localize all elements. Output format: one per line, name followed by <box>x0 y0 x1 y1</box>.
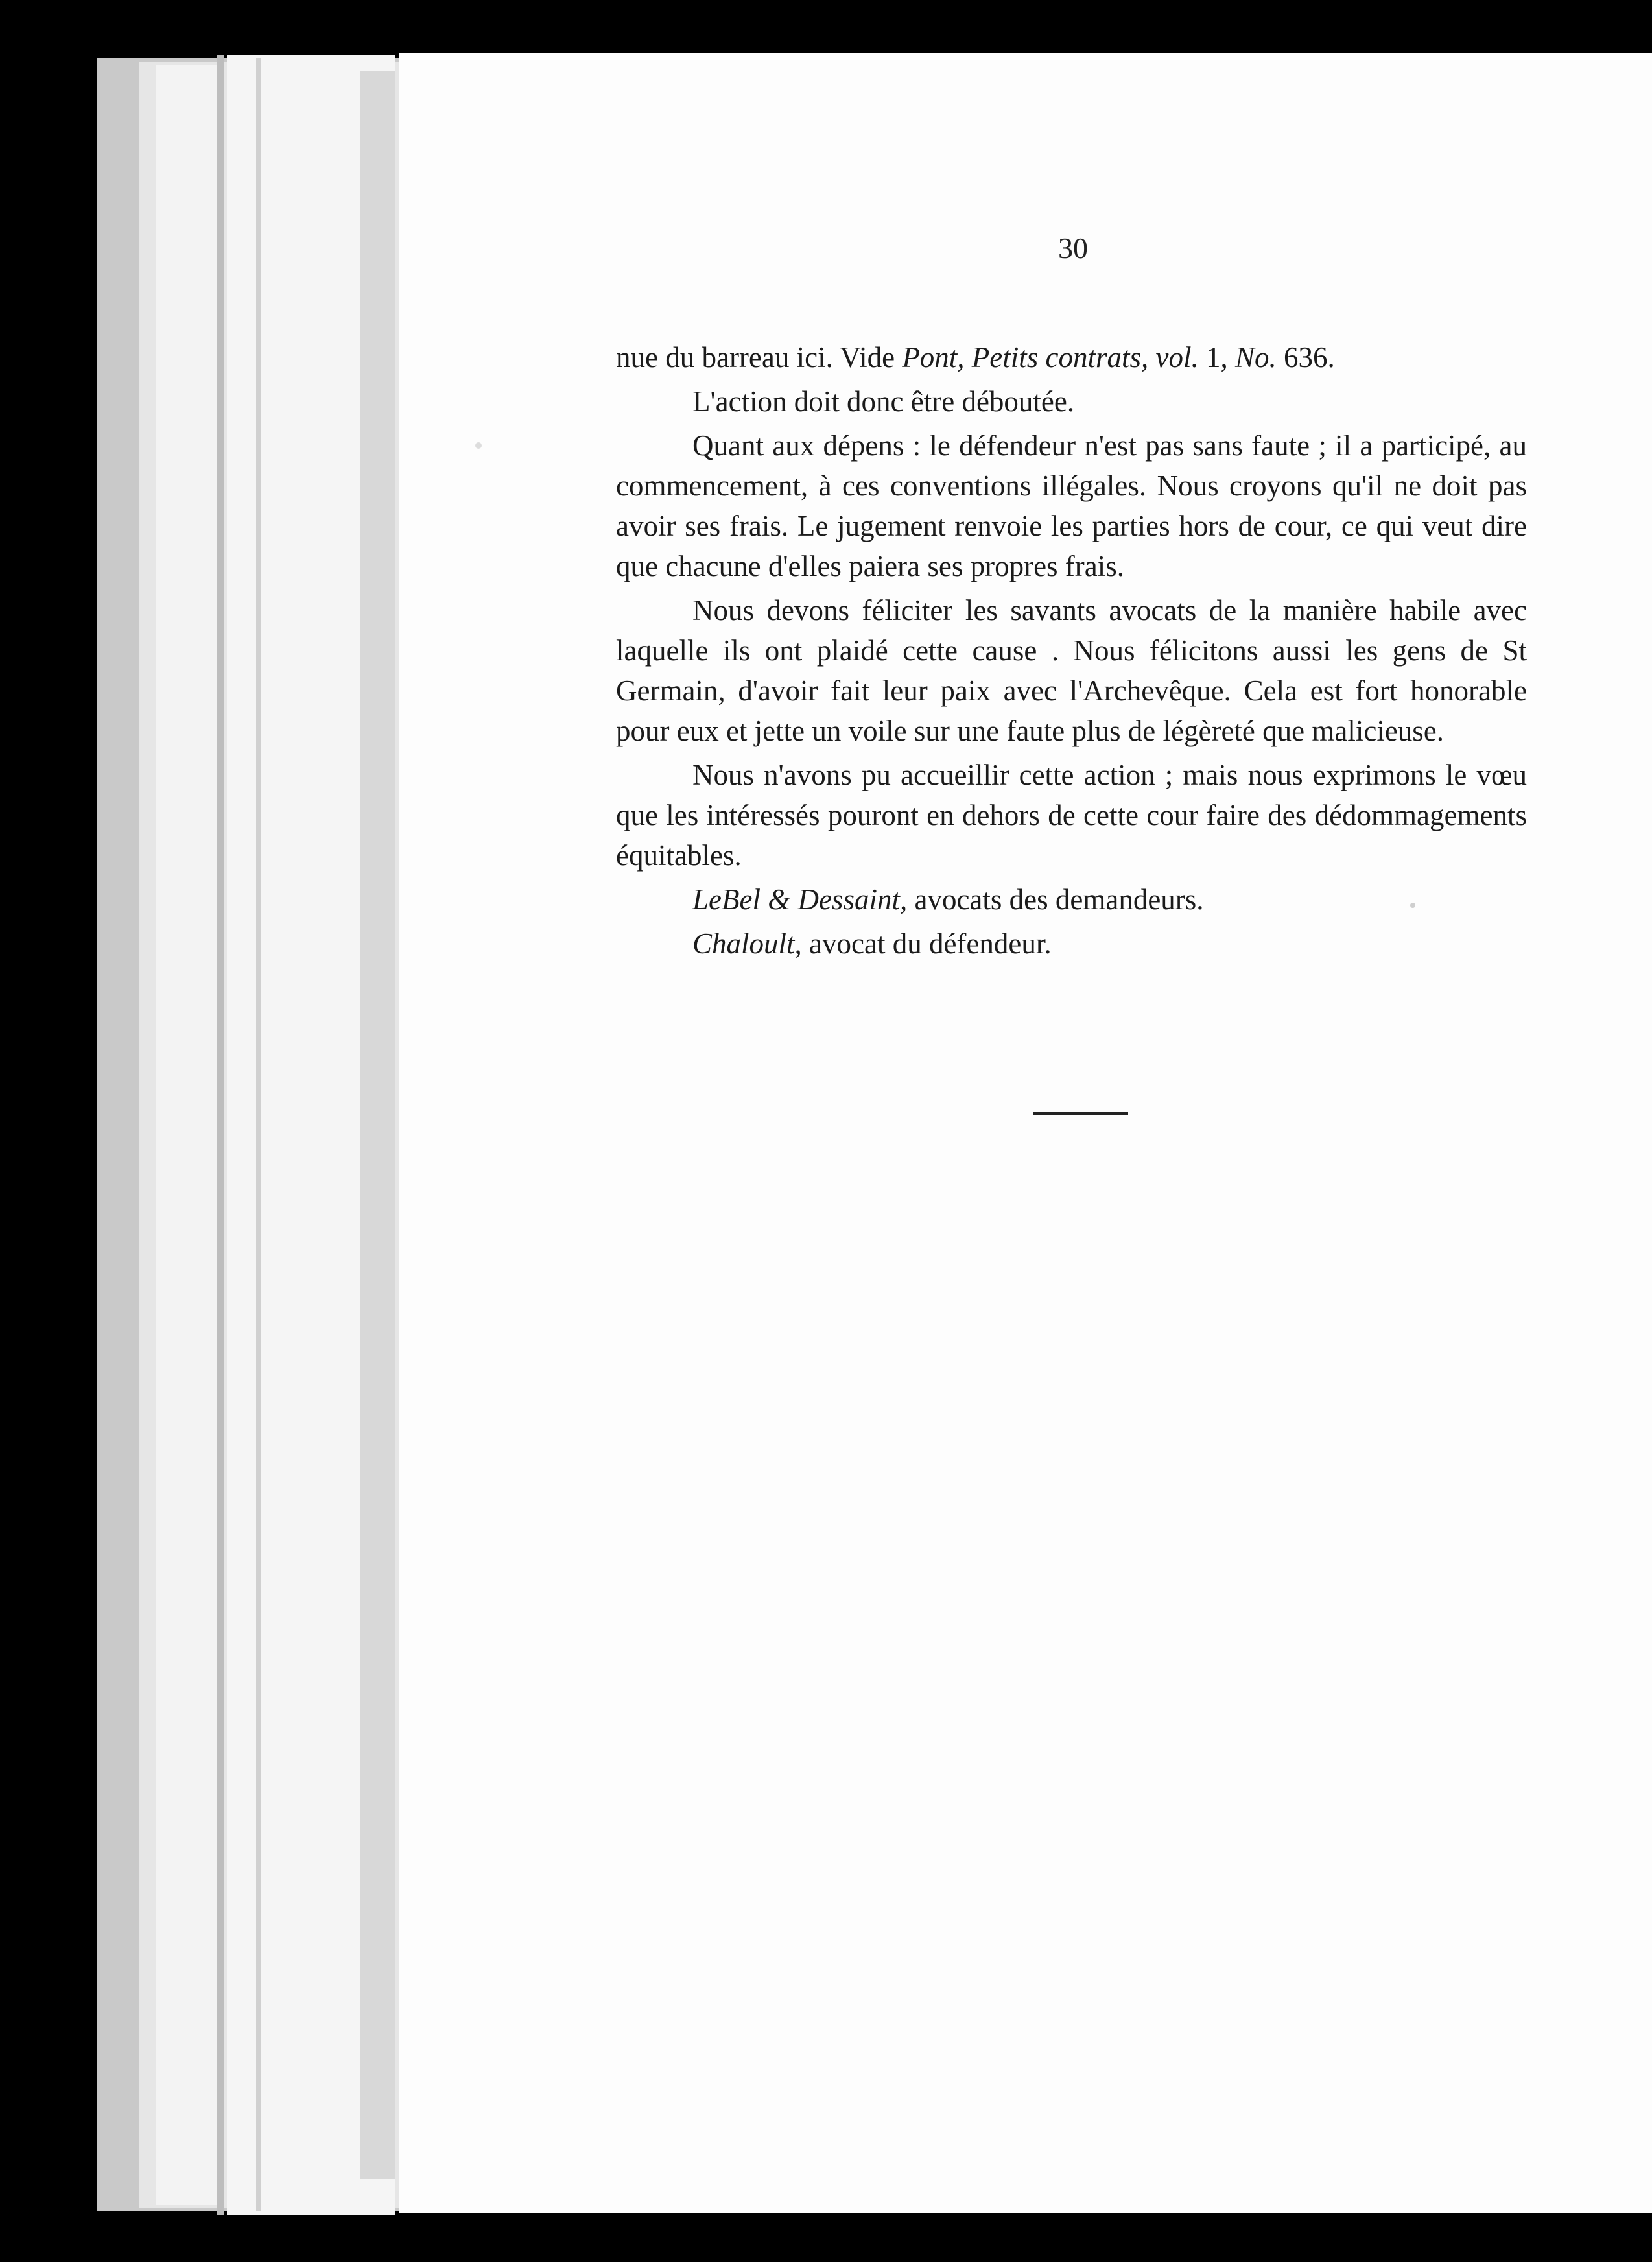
text-run: Nous n'avons pu accueillir cette action ; mais nous exprimons le vœu que les intéressés pouront en dehors de cette cour faire des dédommagements équitables. <box>616 759 1527 872</box>
italic-text: LeBel & Dessaint, <box>692 883 908 916</box>
text-run: Nous devons féliciter les savants avocats de la manière habile avec laquelle ils ont plaidé cette cause . Nous félicitons aussi les gens de St Germain, d'avoir fait leur paix avec l'Archevêque. Cela est fort honorable pour eux et jette un voile sur une faute plus de légèreté que malicieuse. <box>616 594 1527 747</box>
text-run: 636. <box>1276 341 1335 374</box>
text-run: avocat du défendeur. <box>801 927 1052 960</box>
paragraph <box>616 923 1527 964</box>
page-edge-stack <box>156 65 220 2205</box>
body-text <box>616 337 1527 964</box>
paragraph <box>616 337 1527 377</box>
text-run: avocats des demandeurs. <box>907 883 1204 916</box>
text-run: nue du barreau ici. Vide <box>616 341 903 374</box>
paragraph <box>616 590 1527 751</box>
paragraph <box>616 879 1527 920</box>
end-rule <box>1033 1112 1128 1115</box>
text-run: Quant aux dépens : le défendeur n'est pas sans faute ; il a participé, au commencement, à ces conventions illégales. Nous croyons qu'il ne doit pas avoir ses frais. Le jugement renvoie les parties hors de cour, ce qui veut dire que chacune d'elles paiera ses propres frais. <box>616 429 1527 582</box>
page-edge-stack <box>360 71 395 2179</box>
italic-text: Pont, Petits contrats, vol. <box>902 341 1199 374</box>
italic-text: Chaloult, <box>692 927 802 960</box>
page-edge-stack <box>256 58 261 2211</box>
paragraph <box>616 425 1527 586</box>
text-run: L'action doit donc être déboutée. <box>692 385 1075 418</box>
paragraph <box>616 755 1527 875</box>
paragraph <box>616 381 1527 422</box>
page-edge-stack <box>217 55 224 2215</box>
italic-text: No. <box>1235 341 1277 374</box>
text-run: 1, <box>1198 341 1236 374</box>
page-number: 30 <box>1058 232 1088 265</box>
